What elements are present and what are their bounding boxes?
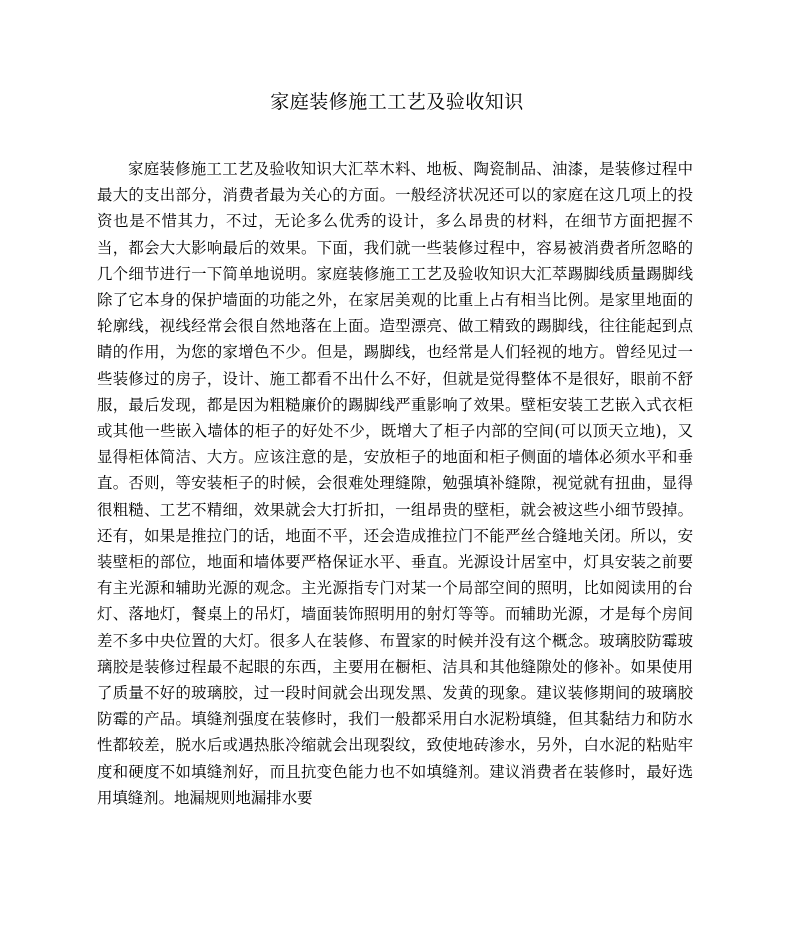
document-body-paragraph: 家庭装修施工工艺及验收知识大汇萃木料、地板、陶瓷制品、油漆，是装修过程中最大的支出部分，消费者最为关心的方面。一般经济状况还可以的家庭在这几项上的投资也是不惜其力，不过，无论多么优秀的设计，多么昂贵的材料，在细节方面把握不当，都会大大影响最后的效果。下面，我们就一些装修过程中，容易被消费者所忽略的几个细节进行一下简单地说明。家庭装修施工工艺及验收知识大汇萃踢脚线质量踢脚线除了它本身的保护墙面的功能之外，在家居美观的比重上占有相当比例。是家里地面的轮廓线，视线经常会很自然地落在上面。造型漂亮、做工精致的踢脚线，往往能起到点睛的作用，为您的家增色不少。但是，踢脚线，也经常是人们轻视的地方。曾经见过一些装修过的房子，设计、施工都看不出什么不好，但就是觉得整体不是很好，眼前不舒服，最后发现，都是因为粗糙廉价的踢脚线严重影响了效果。壁柜安装工艺嵌入式衣柜或其他一些嵌入墙体的柜子的好处不少，既增大了柜子内部的空间(可以顶天立地)，又显得柜体简洁、大方。应该注意的是，安放柜子的地面和柜子侧面的墙体必须水平和垂直。否则，等安装柜子的时候，会很难处理缝隙，勉强填补缝隙，视觉就有扭曲，显得很粗糙、工艺不精细，效果就会大打折扣，一组昂贵的壁柜，就会被这些小细节毁掉。还有，如果是推拉门的话，地面不平，还会造成推拉门不能严丝合缝地关闭。所以，安装壁柜的部位，地面和墙体要严格保证水平、垂直。光源设计居室中，灯具安装之前要有主光源和辅助光源的观念。主光源指专门对某一个局部空间的照明，比如阅读用的台灯、落地灯，餐桌上的吊灯，墙面装饰照明用的射灯等等。而辅助光源，才是每个房间差不多中央位置的大灯。很多人在装修、布置家的时候并没有这个概念。玻璃胶防霉玻璃胶是装修过程最不起眼的东西，主要用在橱柜、洁具和其他缝隙处的修补。如果使用了质量不好的玻璃胶，过一段时间就会出现发黑、发黄的现象。建议装修期间的玻璃胶防霉的产品。填缝剂强度在装修时，我们一般都采用白水泥粉填缝，但其黏结力和防水性都较差，脱水后或遇热胀冷缩就会出现裂纹，致使地砖渗水，另外，白水泥的粘贴牢度和硬度不如填缝剂好，而且抗变色能力也不如填缝剂。建议消费者在装修时，最好选用填缝剂。地漏规则地漏排水要: [97, 160, 693, 807]
document-title: 家庭装修施工工艺及验收知识: [270, 91, 524, 113]
